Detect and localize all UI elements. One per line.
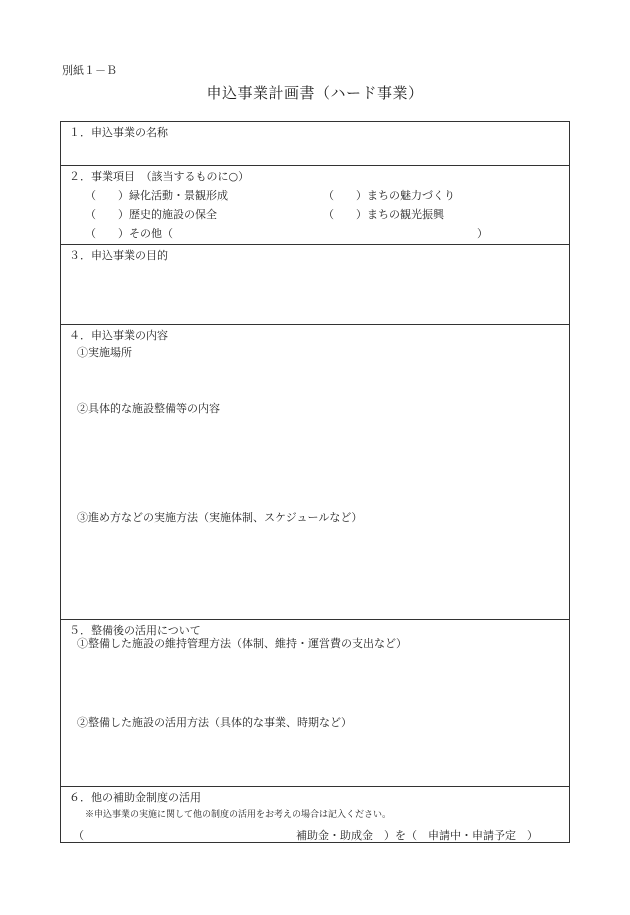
option-other[interactable]: （ ）その他（ xyxy=(85,227,173,240)
content-facility-label[interactable]: ②具体的な施設整備等の内容 xyxy=(77,402,220,415)
section-content xyxy=(61,325,569,620)
content-location-label[interactable]: ①実施場所 xyxy=(77,346,132,359)
section-heading: １．申込事業の名称 xyxy=(69,126,168,139)
section-heading: ５．整備後の活用について xyxy=(69,624,201,637)
subsidy-line xyxy=(73,827,538,843)
section-heading: ２．事業項目 （該当するものに○） xyxy=(69,170,250,183)
section-project-name[interactable] xyxy=(61,122,569,166)
section-heading: ６．他の補助金制度の活用 xyxy=(69,791,201,804)
section-post-use xyxy=(61,620,569,787)
section-purpose[interactable] xyxy=(61,245,569,325)
section-heading: ３．申込事業の目的 xyxy=(69,249,168,262)
option-town-charm[interactable]: （ ）まちの魅力づくり xyxy=(323,189,455,202)
appendix-label: 別紙１－Ｂ xyxy=(62,64,117,77)
application-form xyxy=(60,121,570,843)
option-tourism[interactable]: （ ）まちの観光振興 xyxy=(323,208,444,221)
section-heading: ４．申込事業の内容 xyxy=(69,329,168,342)
page-title: 申込事業計画書（ハード事業） xyxy=(206,84,424,102)
post-maintenance-label[interactable]: ①整備した施設の維持管理方法（体制、維持・運営費の支出など） xyxy=(77,637,407,650)
option-historic[interactable]: （ ）歴史的施設の保全 xyxy=(85,208,217,221)
content-method-label[interactable]: ③進め方などの実施方法（実施体制、スケジュールなど） xyxy=(77,511,363,524)
post-usage-label[interactable]: ②整備した施設の活用方法（具体的な事業、時期など） xyxy=(77,716,352,729)
option-landscape[interactable]: （ ）緑化活動・景観形成 xyxy=(85,189,228,202)
subsidy-note: ※申込事業の実施に関して他の制度の活用をお考えの場合は記入ください。 xyxy=(85,810,392,820)
subsidy-open-paren: （ xyxy=(73,829,84,842)
section-other-subsidies xyxy=(61,787,569,844)
subsidy-suffix[interactable]: 補助金・助成金 ）を（ 申請中・申請予定 ） xyxy=(296,829,538,842)
option-other-close-paren: ） xyxy=(477,227,488,240)
section-project-category xyxy=(61,166,569,245)
subsidy-name-field[interactable] xyxy=(98,830,292,843)
